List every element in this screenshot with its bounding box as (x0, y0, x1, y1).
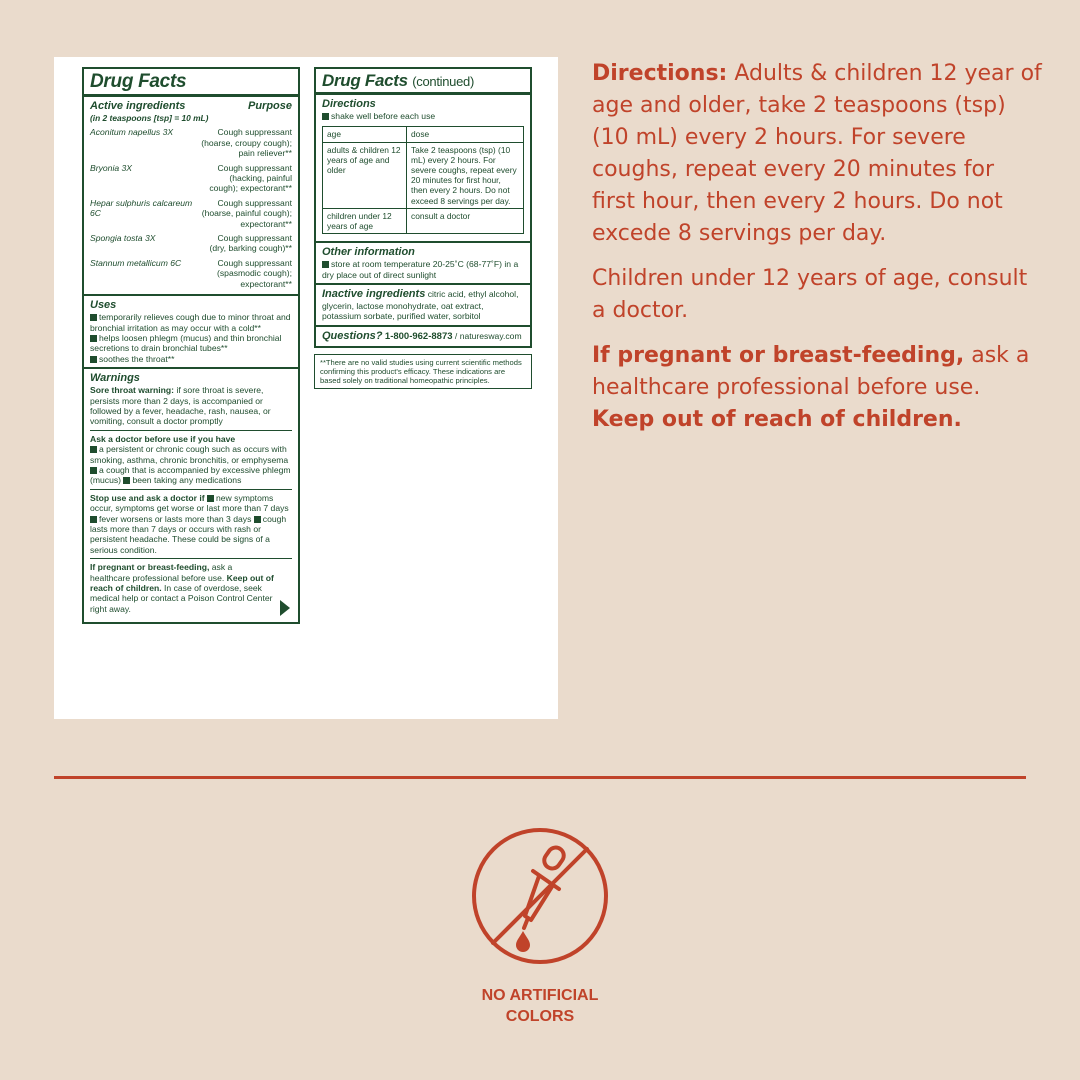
ingredient-purpose: Cough suppressant (hacking, painful cough); expectorant** (209, 162, 292, 194)
ingredient-purpose: Cough suppressant (hoarse, croupy cough); pain reliever** (201, 127, 292, 159)
ask-doctor-block: Ask a doctor before use if you have a persistent or chronic cough such as occurs with smoking, asthma, chronic bronchitis, or emphysema a cough that is accompanied by excessive phlegm (mucus) been taking any medications (90, 430, 292, 486)
questions-separator: / (454, 330, 458, 341)
questions-heading: Questions? (322, 329, 383, 342)
ingredient-purpose: Cough suppressant (spasmodic cough); expectorant** (217, 257, 292, 289)
stop-use-block: Stop use and ask a doctor if new symptoms occur, symptoms get worse or last more than 7 days fever worsens or lasts more than 3 days cough lasts more than 7 days or occurs with rash or persistent headache. These could be signs of a serious condition. (90, 489, 292, 555)
children-summary: Children under 12 years of age, consult a doctor. (592, 266, 1028, 323)
bullet-square-icon (90, 516, 97, 523)
uses-item: temporarily relieves cough due to minor throat and bronchial irritation as may occur with a cold** (90, 312, 291, 333)
ingredient-row (90, 258, 292, 289)
website: naturesway.com (459, 330, 522, 341)
pregnancy-summary: If pregnant or breast-feeding, ask a healthcare professional before use. Keep out of reach of children. (592, 343, 1030, 432)
ingredient-row (90, 127, 292, 158)
bullet-square-icon (322, 261, 329, 268)
bullet-square-icon (322, 113, 329, 120)
homeopathic-footnote: **There are no valid studies using current scientific methods confirming this product's efficacy. These indications are based solely on traditional homeopathic principles. (314, 354, 532, 389)
warnings-section (84, 369, 298, 622)
table-cell-dose: Take 2 teaspoons (tsp) (10 mL) every 2 hours. For severe coughs, repeat every 20 minutes for first hour, then every 2 hours. Do not exceed 8 servings per day. (407, 142, 524, 208)
uses-section (84, 296, 298, 369)
ingredient-name: Spongia tosta 3X (90, 233, 156, 244)
table-header-age: age (323, 127, 407, 142)
bullet-square-icon (90, 467, 97, 474)
table-cell-dose: consult a doctor (407, 208, 524, 233)
directions-heading: Directions (322, 98, 376, 110)
bullet-square-icon (90, 356, 97, 363)
bullet-square-icon (90, 314, 97, 321)
no-dropper-icon (469, 825, 611, 967)
ask-doctor-heading: Ask a doctor before use if you have (90, 433, 236, 444)
ingredient-row (90, 163, 292, 194)
drug-facts-continued-box (314, 67, 532, 348)
bullet-square-icon (207, 495, 214, 502)
active-ingredients-section (84, 97, 298, 296)
table-header-row (323, 127, 524, 142)
table-header-dose: dose (407, 127, 524, 142)
summary-text (592, 58, 1042, 449)
ingredient-row (90, 198, 292, 229)
table-cell-age: adults & children 12 years of age and older (323, 142, 407, 208)
drug-facts-label (54, 57, 558, 719)
serving-note: (in 2 teaspoons [tsp] = 10 mL) (90, 113, 209, 123)
bullet-square-icon (123, 477, 130, 484)
ingredient-purpose: Cough suppressant (dry, barking cough)** (209, 233, 292, 254)
dosage-table (322, 126, 524, 234)
inactive-ingredients-heading: Inactive ingredients (322, 288, 426, 301)
section-divider (54, 776, 1026, 779)
other-information-heading: Other information (322, 246, 415, 259)
stop-use-heading: Stop use and ask a doctor if (90, 492, 205, 503)
uses-item: soothes the throat** (90, 354, 292, 364)
drug-facts-continued-title: Drug Facts (continued) (316, 69, 530, 95)
table-row (323, 208, 524, 233)
continue-arrow-icon (280, 600, 290, 616)
sore-throat-warning: Sore throat warning: if sore throat is severe, persists more than 2 days, is accompanied or followed by a fever, headache, rash, nausea, or vomiting, consult a doctor promptly (90, 385, 271, 427)
ingredient-name: Stannum metallicum 6C (90, 257, 182, 268)
storage-note: store at room temperature 20-25˚C (68-77˚F) in a dry place out of direct sunlight (322, 259, 519, 280)
shake-note: shake well before each use (322, 111, 524, 121)
uses-item: helps loosen phlegm (mucus) and thin bronchial secretions to drain bronchial tubes** (90, 332, 282, 354)
drug-facts-title: Drug Facts (84, 69, 298, 97)
questions-section (316, 327, 530, 346)
purpose-heading: Purpose (247, 100, 292, 112)
ingredient-name: Bryonia 3X (90, 162, 133, 173)
table-row (323, 142, 524, 208)
bullet-square-icon (90, 446, 97, 453)
ingredient-row (90, 233, 292, 254)
drug-facts-right-column (314, 67, 532, 389)
drug-facts-box (82, 67, 300, 624)
ingredient-purpose: Cough suppressant (hoarse, painful cough); expectorant** (201, 197, 292, 229)
pregnancy-block: If pregnant or breast-feeding, ask a healthcare professional before use. Keep out of reach of children. In case of overdose, seek medical help or contact a Poison Control Center right away. (90, 558, 292, 614)
ingredient-name: Aconitum napellus 3X (90, 127, 174, 138)
inactive-ingredients-text: citric acid, ethyl alcohol, glycerin, lactose monohydrate, oat extract, potassium sorbate, purified water, sorbitol (322, 289, 519, 322)
bullet-square-icon (254, 516, 261, 523)
other-information-section (316, 243, 530, 285)
table-cell-age: children under 12 years of age (323, 208, 407, 233)
directions-section (316, 95, 530, 243)
directions-summary: Directions: Adults & children 12 year of age and older, take 2 teaspoons (tsp) (10 mL) every 2 hours. For severe coughs, repeat every 20 minutes for first hour, then every 2 hours. Do not excede 8 servings per day. (592, 61, 1042, 246)
drug-facts-left-column (82, 67, 300, 624)
ingredient-name: Hepar sulphuris calcareum 6C (90, 197, 193, 219)
warnings-heading: Warnings (90, 372, 140, 385)
no-artificial-colors-label: NO ARTIFICIAL COLORS (481, 987, 599, 1025)
uses-heading: Uses (90, 299, 117, 312)
active-ingredients-heading: Active ingredients (90, 100, 186, 112)
phone-number: 1-800-962-8873 (384, 330, 453, 342)
bullet-square-icon (90, 335, 97, 342)
inactive-ingredients-section (316, 285, 530, 327)
